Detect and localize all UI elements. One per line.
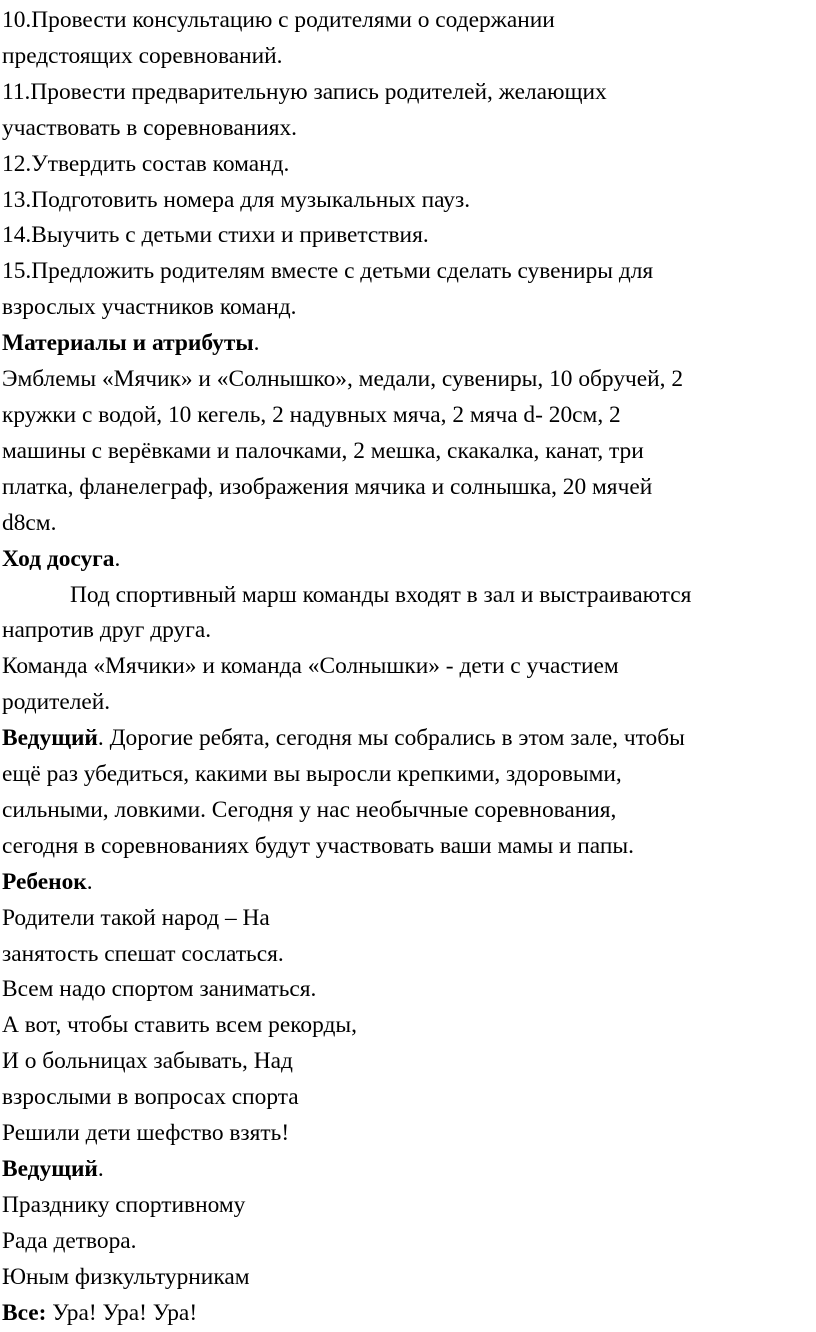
list-item-10-cont: предстоящих соревнований. — [2, 42, 283, 69]
list-item-14: 14.Выучить с детьми стихи и приветствия. — [2, 222, 429, 249]
host-speaker-dot: . — [97, 1156, 104, 1182]
list-item-13: 13.Подготовить номера для музыкальных пауз. — [2, 186, 471, 213]
materials-heading-line — [2, 326, 812, 362]
host-speaker: Ведущий — [2, 725, 98, 752]
course-paragraph-cont: напротив друг друга. — [2, 617, 212, 644]
verse-line: взрослыми в вопросах спорта — [2, 1084, 299, 1111]
verse-line: Всем надо спортом заниматься. — [2, 976, 317, 1003]
verse-line: занятость спешат сослаться. — [2, 940, 284, 967]
verse-line: Юным физкультурникам — [2, 1263, 250, 1290]
host-speech-line: сильными, ловкими. Сегодня у нас необычные соревнования, — [2, 796, 617, 823]
host-speaker: Ведущий — [2, 1156, 98, 1182]
host-speech-line — [2, 721, 812, 757]
verse-line: И о больницах забывать, Над — [2, 1048, 293, 1075]
host-speech-line: ещё раз убедиться, какими вы выросли крепкими, здоровыми, — [2, 761, 622, 788]
host-speech-text: . Дорогие ребята, сегодня мы собрались в этом зале, чтобы — [97, 725, 685, 752]
verse-line: Празднику спортивному — [2, 1191, 246, 1218]
verse-line: Решили дети шефство взять! — [2, 1120, 290, 1147]
course-paragraph: Под спортивный марш команды входят в зал и выстраиваются — [70, 581, 692, 608]
materials-line: Эмблемы «Мячик» и «Солнышко», медали, сувениры, 10 обручей, 2 — [2, 366, 684, 393]
materials-line: d8см. — [2, 509, 57, 536]
course-heading-dot: . — [114, 545, 121, 572]
list-item-15: 15.Предложить родителям вместе с детьми сделать сувениры для — [2, 258, 654, 285]
all-speaker: Все: — [2, 1299, 47, 1326]
list-item-15-cont: взрослых участников команд. — [2, 294, 297, 321]
course-heading-line — [2, 542, 812, 578]
list-item-11: 11.Провести предварительную запись родителей, желающих — [2, 78, 607, 105]
materials-line: машины с верёвками и палочками, 2 мешка, скакалка, канат, три — [2, 437, 644, 464]
course-heading: Ход досуга — [2, 545, 115, 572]
all-speech-text: Ура! Ура! Ура! — [46, 1299, 198, 1326]
materials-line: кружки с водой, 10 кегель, 2 надувных мяча, 2 мяча d- 20см, 2 — [2, 401, 621, 428]
child-speaker: Ребенок — [2, 868, 87, 895]
verse-line: А вот, чтобы ставить всем рекорды, — [2, 1012, 357, 1039]
teams-paragraph: Команда «Мячики» и команда «Солнышки» - дети с участием — [2, 653, 619, 680]
child-speaker-line — [2, 865, 812, 901]
teams-paragraph-cont: родителей. — [2, 689, 111, 716]
materials-heading: Материалы и атрибуты — [2, 330, 254, 357]
verse-line: Родители такой народ – На — [2, 904, 270, 931]
verse-line: Рада детвора. — [2, 1227, 137, 1254]
list-item-12: 12.Утвердить состав команд. — [2, 150, 290, 177]
materials-line: платка, фланелеграф, изображения мячика и солнышка, 20 мячей — [2, 473, 653, 500]
child-speaker-dot: . — [86, 868, 93, 895]
host-speaker-line — [2, 1152, 812, 1188]
list-item-11-cont: участвовать в соревнованиях. — [2, 114, 298, 141]
materials-heading-dot: . — [253, 330, 260, 357]
host-speech-line: сегодня в соревнованиях будут участвовать ваши мамы и папы. — [2, 832, 634, 859]
all-speech-line — [2, 1296, 812, 1332]
list-item-10: 10.Провести консультацию с родителями о содержании — [2, 7, 555, 33]
